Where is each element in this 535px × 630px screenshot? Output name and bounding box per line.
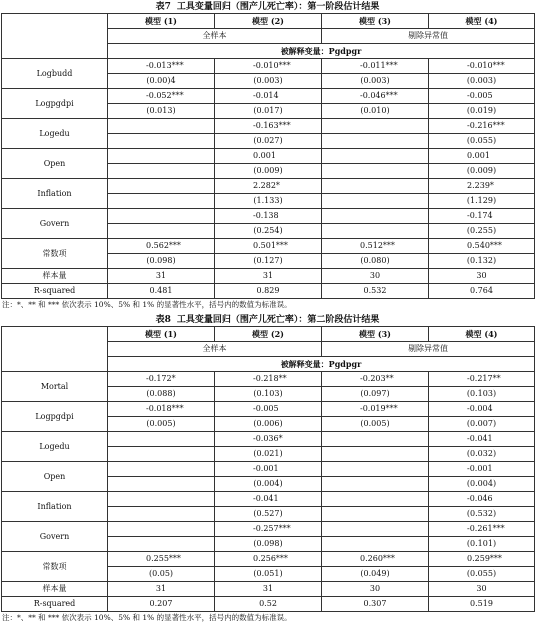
coef-row	[2, 59, 535, 74]
std-error-cell: (0.05)	[108, 567, 215, 582]
coefficient-cell	[322, 179, 429, 194]
model-header: 模型 (1)	[108, 14, 215, 29]
model-header-row	[2, 327, 535, 342]
coefficient-cell: 0.001	[429, 149, 535, 164]
coefficient-cell: -0.011***	[322, 59, 429, 74]
table7-title: 工具变量回归（围产儿死亡率）：第一阶段估计结果	[176, 2, 380, 12]
std-error-cell	[108, 224, 215, 239]
std-error-cell: (0.021)	[215, 447, 322, 462]
std-error-cell: (0.098)	[215, 537, 322, 552]
r-squared-row	[2, 597, 535, 612]
coef-row	[2, 522, 535, 537]
coefficient-cell	[108, 179, 215, 194]
variable-name: Logpgdpi	[2, 402, 108, 432]
table8-title: 工具变量回归（围产儿死亡率）：第二阶段估计结果	[176, 315, 380, 325]
sample-size-cell: 30	[429, 269, 535, 284]
r-squared-label: R-squared	[2, 597, 108, 612]
coef-row	[2, 462, 535, 477]
coefficient-cell: -0.019***	[322, 402, 429, 417]
table7-body	[2, 14, 535, 299]
std-error-cell	[322, 507, 429, 522]
coefficient-cell: 0.501***	[215, 239, 322, 254]
coefficient-cell: 0.540***	[429, 239, 535, 254]
std-error-cell	[322, 194, 429, 209]
coefficient-cell: -0.013***	[108, 59, 215, 74]
coef-row	[2, 89, 535, 104]
coef-row	[2, 432, 535, 447]
std-error-cell: (1.133)	[215, 194, 322, 209]
group-full-sample: 全样本	[108, 342, 322, 357]
coefficient-cell: -0.216***	[429, 119, 535, 134]
sample-size-row	[2, 269, 535, 284]
std-error-cell: (0.101)	[429, 537, 535, 552]
coefficient-cell: 2.282*	[215, 179, 322, 194]
sample-size-cell: 31	[215, 269, 322, 284]
coefficient-cell: -0.052***	[108, 89, 215, 104]
coefficient-cell: -0.005	[429, 89, 535, 104]
r-squared-cell: 0.307	[322, 597, 429, 612]
coefficient-cell: -0.046***	[322, 89, 429, 104]
coefficient-cell: -0.138	[215, 209, 322, 224]
coefficient-cell	[108, 149, 215, 164]
std-error-cell: (0.097)	[322, 387, 429, 402]
variable-name: Inflation	[2, 179, 108, 209]
coef-row	[2, 209, 535, 224]
coefficient-cell: -0.014	[215, 89, 322, 104]
group-full-sample: 全样本	[108, 29, 322, 44]
std-error-cell	[322, 134, 429, 149]
coefficient-cell: 0.562***	[108, 239, 215, 254]
coef-row	[2, 492, 535, 507]
std-error-cell: (0.004)	[429, 477, 535, 492]
coefficient-cell	[322, 119, 429, 134]
coefficient-cell: -0.001	[215, 462, 322, 477]
sample-size-cell: 30	[429, 582, 535, 597]
r-squared-row	[2, 284, 535, 299]
coefficient-cell: -0.041	[215, 492, 322, 507]
r-squared-label: R-squared	[2, 284, 108, 299]
std-error-cell: (0.004)	[215, 477, 322, 492]
coefficient-cell: -0.257***	[215, 522, 322, 537]
variable-name: Mortal	[2, 372, 108, 402]
coefficient-cell: -0.163***	[215, 119, 322, 134]
coefficient-cell: -0.172*	[108, 372, 215, 387]
model-header: 模型 (1)	[108, 327, 215, 342]
dependent-variable: 被解释变量：Pgdpgr	[108, 44, 535, 59]
table8-body	[2, 327, 535, 612]
r-squared-cell: 0.764	[429, 284, 535, 299]
coefficient-cell	[322, 522, 429, 537]
header-corner	[2, 14, 108, 59]
r-squared-cell: 0.519	[429, 597, 535, 612]
coefficient-cell	[322, 209, 429, 224]
table8-caption	[0, 314, 535, 326]
model-header-row	[2, 14, 535, 29]
variable-name: Logpgdpi	[2, 89, 108, 119]
variable-name: Govern	[2, 209, 108, 239]
coefficient-cell: 0.001	[215, 149, 322, 164]
std-error-cell: (0.527)	[215, 507, 322, 522]
coef-row	[2, 402, 535, 417]
std-error-cell: (1.129)	[429, 194, 535, 209]
dependent-variable: 被解释变量：Pgdpgr	[108, 357, 535, 372]
sample-size-cell: 31	[108, 269, 215, 284]
coefficient-cell	[108, 119, 215, 134]
table8-note: 注：*、** 和 *** 依次表示 10%、5% 和 1% 的显著性水平，括号内的数值为标准误。	[2, 613, 292, 622]
std-error-cell	[322, 477, 429, 492]
std-error-cell: (0.009)	[215, 164, 322, 179]
sample-size-cell: 30	[322, 269, 429, 284]
model-header: 模型 (3)	[322, 14, 429, 29]
std-error-cell: (0.032)	[429, 447, 535, 462]
coefficient-cell	[108, 432, 215, 447]
table7-caption	[0, 1, 535, 13]
std-error-cell	[322, 164, 429, 179]
std-error-cell: (0.027)	[215, 134, 322, 149]
coefficient-cell	[108, 522, 215, 537]
coefficient-cell: 0.512***	[322, 239, 429, 254]
model-header: 模型 (2)	[215, 327, 322, 342]
std-error-cell	[322, 537, 429, 552]
coefficient-cell	[322, 492, 429, 507]
std-error-cell: (0.103)	[215, 387, 322, 402]
header-corner	[2, 327, 108, 372]
group-excluding-outliers: 剔除异常值	[322, 342, 535, 357]
variable-name: Logbudd	[2, 59, 108, 89]
std-error-cell	[108, 164, 215, 179]
std-error-cell: (0.013)	[108, 104, 215, 119]
coef-row	[2, 372, 535, 387]
std-error-cell: (0.254)	[215, 224, 322, 239]
table7-number: 表7	[155, 2, 171, 12]
variable-name: Logedu	[2, 119, 108, 149]
coef-row	[2, 149, 535, 164]
std-error-cell	[322, 224, 429, 239]
coefficient-cell	[108, 209, 215, 224]
sample-size-cell: 31	[215, 582, 322, 597]
r-squared-cell: 0.207	[108, 597, 215, 612]
std-error-cell: (0.049)	[322, 567, 429, 582]
std-error-cell: (0.003)	[429, 74, 535, 89]
table8-number: 表8	[155, 315, 171, 325]
std-error-cell: (0.055)	[429, 134, 535, 149]
model-header: 模型 (4)	[429, 327, 535, 342]
std-error-cell	[108, 447, 215, 462]
std-error-cell: (0.088)	[108, 387, 215, 402]
coefficient-cell: -0.041	[429, 432, 535, 447]
sample-size-cell: 30	[322, 582, 429, 597]
coefficient-cell: 0.259***	[429, 552, 535, 567]
coefficient-cell: -0.217**	[429, 372, 535, 387]
coefficient-cell: 0.260***	[322, 552, 429, 567]
variable-name: Open	[2, 149, 108, 179]
coef-row	[2, 179, 535, 194]
coef-row	[2, 239, 535, 254]
r-squared-cell: 0.481	[108, 284, 215, 299]
model-header: 模型 (4)	[429, 14, 535, 29]
std-error-cell	[108, 477, 215, 492]
coefficient-cell	[322, 432, 429, 447]
sample-size-label: 样本量	[2, 269, 108, 284]
coefficient-cell: -0.018***	[108, 402, 215, 417]
std-error-cell: (0.017)	[215, 104, 322, 119]
std-error-cell: (0.009)	[429, 164, 535, 179]
sample-size-label: 样本量	[2, 582, 108, 597]
coefficient-cell: -0.203**	[322, 372, 429, 387]
std-error-cell: (0.103)	[429, 387, 535, 402]
std-error-cell: (0.006)	[215, 417, 322, 432]
std-error-cell: (0.127)	[215, 254, 322, 269]
std-error-cell: (0.055)	[429, 567, 535, 582]
coefficient-cell: -0.001	[429, 462, 535, 477]
coefficient-cell	[108, 492, 215, 507]
std-error-cell: (0.010)	[322, 104, 429, 119]
variable-name: 常数项	[2, 239, 108, 269]
std-error-cell	[108, 194, 215, 209]
coefficient-cell: -0.010***	[429, 59, 535, 74]
std-error-cell: (0.098)	[108, 254, 215, 269]
coefficient-cell: -0.010***	[215, 59, 322, 74]
std-error-cell: (0.255)	[429, 224, 535, 239]
coefficient-cell: -0.218**	[215, 372, 322, 387]
coefficient-cell: -0.174	[429, 209, 535, 224]
coefficient-cell: 0.256***	[215, 552, 322, 567]
std-error-cell: (0.00)4	[108, 74, 215, 89]
r-squared-cell: 0.52	[215, 597, 322, 612]
variable-name: 常数项	[2, 552, 108, 582]
std-error-cell: (0.132)	[429, 254, 535, 269]
std-error-cell: (0.019)	[429, 104, 535, 119]
coefficient-cell: -0.261***	[429, 522, 535, 537]
model-header: 模型 (3)	[322, 327, 429, 342]
std-error-cell: (0.005)	[108, 417, 215, 432]
sample-size-row	[2, 582, 535, 597]
table8	[1, 326, 535, 612]
std-error-cell: (0.005)	[322, 417, 429, 432]
coefficient-cell: -0.004	[429, 402, 535, 417]
std-error-cell	[322, 447, 429, 462]
std-error-cell: (0.080)	[322, 254, 429, 269]
table7-note: 注：*、** 和 *** 依次表示 10%、5% 和 1% 的显著性水平，括号内的数值为标准误。	[2, 300, 292, 309]
coefficient-cell: 0.255***	[108, 552, 215, 567]
model-header: 模型 (2)	[215, 14, 322, 29]
std-error-cell: (0.003)	[215, 74, 322, 89]
coef-row	[2, 552, 535, 567]
sample-size-cell: 31	[108, 582, 215, 597]
r-squared-cell: 0.532	[322, 284, 429, 299]
std-error-cell	[108, 537, 215, 552]
group-excluding-outliers: 剔除异常值	[322, 29, 535, 44]
std-error-cell: (0.532)	[429, 507, 535, 522]
std-error-cell	[108, 134, 215, 149]
std-error-cell: (0.003)	[322, 74, 429, 89]
table7	[1, 13, 535, 299]
std-error-cell	[108, 507, 215, 522]
coefficient-cell	[322, 149, 429, 164]
coefficient-cell: -0.046	[429, 492, 535, 507]
variable-name: Open	[2, 462, 108, 492]
std-error-cell: (0.007)	[429, 417, 535, 432]
coefficient-cell	[322, 462, 429, 477]
variable-name: Inflation	[2, 492, 108, 522]
variable-name: Govern	[2, 522, 108, 552]
std-error-cell: (0.051)	[215, 567, 322, 582]
coefficient-cell	[108, 462, 215, 477]
r-squared-cell: 0.829	[215, 284, 322, 299]
coefficient-cell: -0.005	[215, 402, 322, 417]
coef-row	[2, 119, 535, 134]
variable-name: Logedu	[2, 432, 108, 462]
coefficient-cell: 2.239*	[429, 179, 535, 194]
coefficient-cell: -0.036*	[215, 432, 322, 447]
